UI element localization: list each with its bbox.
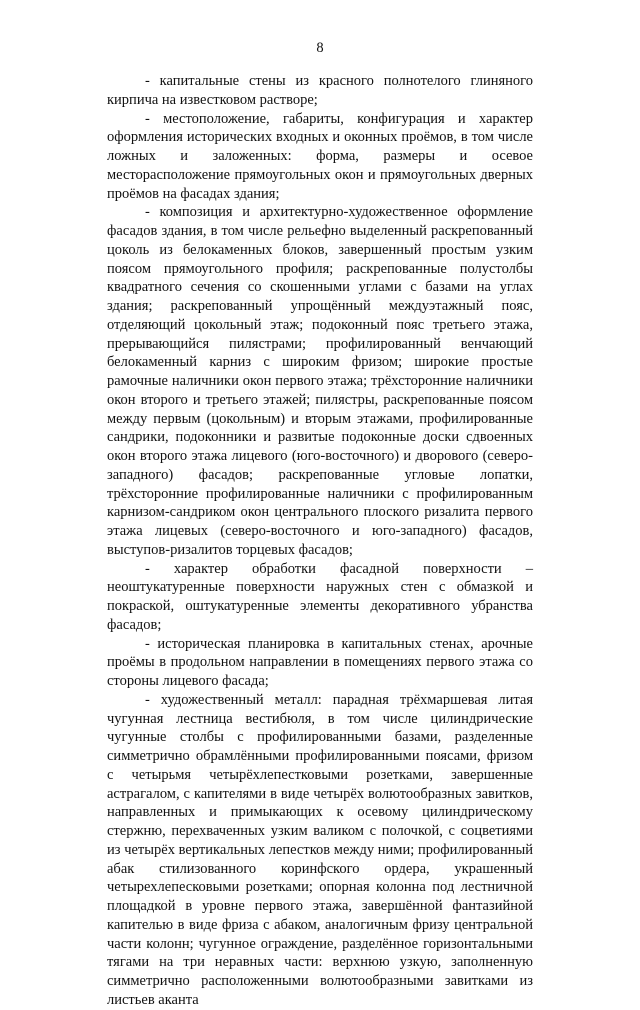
page-number: 8 (316, 40, 324, 56)
paragraph-facade-surface: - характер обработки фасадной поверхности – неоштукатуренные поверхности наружных стен с обмазкой и покраской, оштукатуренные элементы декоративного убранства фасадов; (107, 560, 533, 633)
paragraph-openings: - местоположение, габариты, конфигурация и характер оформления исторических входных и оконных проёмов, в том числе ложных и заложенных: форма, размеры и осевое месторасположение прямоугольных окон и прямоугольных дверных проёмов на фасадах здания; (107, 110, 533, 202)
document-body (107, 72, 533, 1010)
paragraph-metalwork: - художественный металл: парадная трёхмаршевая литая чугунная лестница вестибюля, в том числе цилиндрические чугунные столбы с профилированными базами, разделенные симметрично обрамлёнными профилированными поясами, фризом с четырьмя четырёхлепестковыми розетками, завершенные астрагалом, с капителями в виде четырёх волютообразных завитков, направленных и примыкающих к осевому цилиндрическому стержню, перехваченных узким валиком с полочкой, с соцветиями из четырёх вертикальных лепестков между ними; профилированный абак стилизованного коринфского ордера, украшенный четырехлепесковыми розетками; опорная колонна под лестничной площадкой в уровне первого этажа, завершённой фантазийной капителью в виде фриза с абаком, аналогичным фризу центральной части колонн; чугунное ограждение, разделённое горизонтальными тягами на три неравных части: верхнюю узкую, заполненную симметрично расположенными волютообразными завитками из листьев аканта (107, 691, 533, 1008)
paragraph-facade-composition: - композиция и архитектурно-художественное оформление фасадов здания, в том числе рельефно выделенный раскрепованный цоколь из белокаменных блоков, завершенный простым узким поясом прямоугольного профиля; раскрепованные полустолбы квадратного сечения со скошенными углами с базами на углах здания; раскрепованный упрощённый междуэтажный пояс, отделяющий цокольный этаж; подоконный пояс третьего этажа, прерывающийся пилястрами; профилированный венчающий белокаменный карниз с широким фризом; широкие простые рамочные наличники окон первого этажа; трёхсторонние наличники окон второго и третьего этажей; пилястры, раскрепованные поясом между первым (цокольным) и вторым этажами, профилированные сандрики, подоконники и развитые подоконные доски сдвоенных окон второго этажа лицевого (юго-восточного) и дворового (северо-западного) фасадов; раскрепованные угловые лопатки, трёхсторонние профилированные наличники с профилированным карнизом-сандриком окон центрального плоского ризалита первого этажа лицевых (северо-восточного и юго-западного) фасадов, выступов-ризалитов торцевых фасадов; (107, 204, 533, 558)
paragraph-layout: - историческая планировка в капитальных стенах, арочные проёмы в продольном направлении в помещениях первого этажа со стороны лицевого фасада; (107, 635, 533, 689)
paragraph-walls: - капитальные стены из красного полнотелого глиняного кирпича на известковом растворе; (107, 73, 533, 108)
